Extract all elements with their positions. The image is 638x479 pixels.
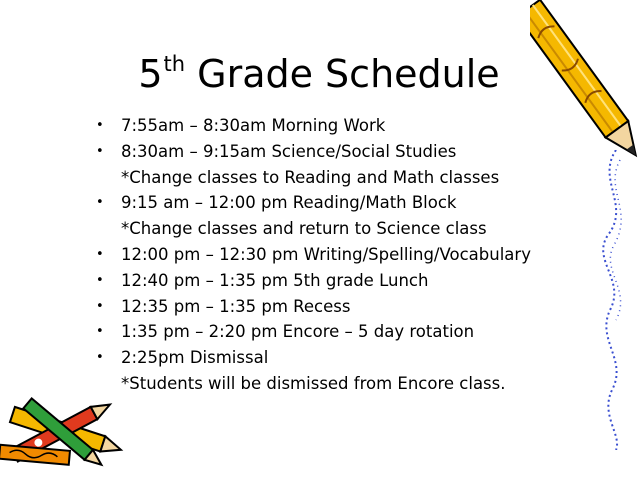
crayons-icon xyxy=(0,380,130,479)
list-item-text: 12:40 pm – 1:35 pm 5th grade Lunch xyxy=(121,270,429,290)
list-item-text: 7:55am – 8:30am Morning Work xyxy=(121,116,386,135)
bullet: • xyxy=(96,350,104,366)
list-item-text: 12:35 pm – 1:35 pm Recess xyxy=(121,296,351,316)
pencil-icon xyxy=(530,0,638,168)
bullet: • xyxy=(96,143,104,159)
bullet: • xyxy=(96,195,104,211)
bullet: • xyxy=(96,118,104,133)
list-item-text: *Change classes to Reading and Math classes xyxy=(121,167,500,187)
list-item-text: 8:30am – 9:15am Science/Social Studies xyxy=(121,141,457,161)
title-superscript: th xyxy=(163,52,186,76)
bullet: • xyxy=(96,246,104,262)
title-number: 5 xyxy=(138,52,163,96)
bullet: • xyxy=(96,324,104,340)
list-item-text: 9:15 am – 12:00 pm Reading/Math Block xyxy=(121,193,457,213)
bullet: • xyxy=(96,272,104,288)
list-item-text: *Change classes and return to Science class xyxy=(121,219,487,239)
list-item-text: 12:00 pm – 12:30 pm Writing/Spelling/Vocabulary xyxy=(121,244,531,264)
title-text: Grade Schedule xyxy=(185,52,500,96)
list-item-text: 1:35 pm – 2:20 pm Encore – 5 day rotation xyxy=(121,322,475,342)
swirl-decoration-icon xyxy=(586,150,638,450)
list-item-text: 2:25pm Dismissal xyxy=(121,348,269,368)
bullet: • xyxy=(96,298,104,314)
list-item-text: *Students will be dismissed from Encore class. xyxy=(121,373,506,393)
